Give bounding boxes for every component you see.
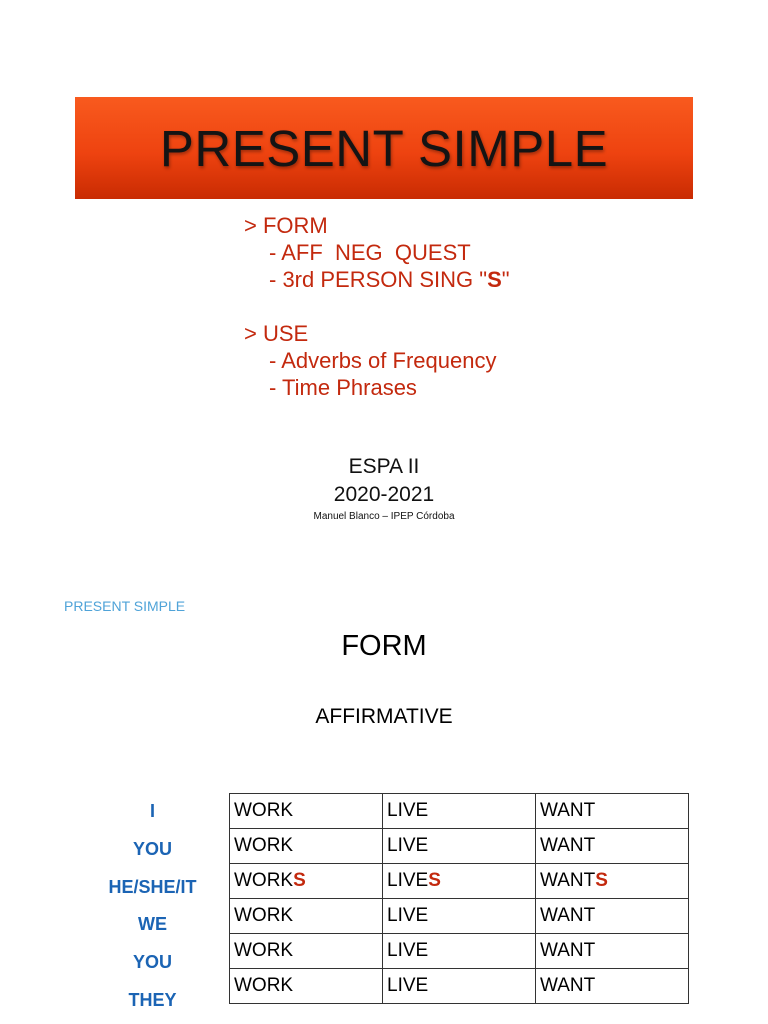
verb-cell bbox=[383, 934, 536, 969]
verb-cell bbox=[383, 899, 536, 934]
verb-base: WORK bbox=[234, 870, 294, 891]
verb-base: LIVE bbox=[387, 975, 429, 996]
verb-cell bbox=[536, 864, 689, 899]
table-row bbox=[230, 864, 689, 899]
verb-cell bbox=[383, 829, 536, 864]
verb-base: LIVE bbox=[387, 940, 429, 961]
use-item-time-phrases: - Time Phrases bbox=[269, 375, 417, 400]
verb-base: LIVE bbox=[387, 905, 429, 926]
pronoun-label: HE/SHE/IT bbox=[108, 876, 197, 897]
verb-base: WANT bbox=[540, 800, 596, 821]
verb-base: WORK bbox=[234, 835, 294, 856]
verb-ending: S bbox=[595, 870, 608, 891]
verb-cell bbox=[230, 829, 383, 864]
verb-cell bbox=[536, 969, 689, 1004]
verb-base: WANT bbox=[540, 940, 596, 961]
verb-base: WORK bbox=[234, 975, 294, 996]
verb-cell bbox=[536, 899, 689, 934]
verb-base: WANT bbox=[540, 975, 596, 996]
verb-cell bbox=[230, 864, 383, 899]
verb-base: WANT bbox=[540, 870, 596, 891]
verb-base: LIVE bbox=[387, 870, 429, 891]
verb-cell bbox=[383, 864, 536, 899]
verb-ending: S bbox=[428, 870, 441, 891]
verb-base: LIVE bbox=[387, 800, 429, 821]
pronoun-label: I bbox=[149, 801, 155, 822]
verb-base: WORK bbox=[234, 905, 294, 926]
use-heading: > USE bbox=[244, 321, 309, 346]
use-item-adverbs: - Adverbs of Frequency bbox=[269, 348, 497, 373]
topic-outline bbox=[244, 212, 510, 401]
pronoun-label: YOU bbox=[132, 952, 172, 973]
form-item-third-person-s: S bbox=[487, 267, 502, 292]
table-row bbox=[230, 969, 689, 1004]
verb-cell bbox=[230, 969, 383, 1004]
verb-cell bbox=[383, 969, 536, 1004]
pronoun-column bbox=[75, 793, 230, 1019]
conjugation-table bbox=[229, 793, 689, 1004]
form-item-third-person-prefix: - 3rd PERSON SING " bbox=[269, 267, 488, 292]
verb-base: WANT bbox=[540, 835, 596, 856]
pronoun-label: THEY bbox=[128, 989, 177, 1010]
outline-spacer bbox=[244, 293, 510, 320]
verb-base: WANT bbox=[540, 905, 596, 926]
form-heading: > FORM bbox=[244, 213, 328, 238]
table-row bbox=[230, 829, 689, 864]
form-item-aff-neg-quest: - AFF NEG QUEST bbox=[269, 240, 471, 265]
slide-header-label: PRESENT SIMPLE bbox=[64, 598, 186, 614]
verb-cell bbox=[536, 829, 689, 864]
verb-base: WORK bbox=[234, 800, 294, 821]
form-item-third-person-suffix: " bbox=[501, 267, 510, 292]
section-title: FORM bbox=[341, 630, 427, 662]
verb-cell bbox=[536, 934, 689, 969]
verb-cell bbox=[230, 934, 383, 969]
title-banner bbox=[75, 97, 693, 199]
pronoun-label: YOU bbox=[132, 839, 172, 860]
course-name: ESPA II bbox=[348, 455, 420, 478]
table-row bbox=[230, 899, 689, 934]
course-year: 2020-2021 bbox=[333, 483, 435, 506]
verb-base: WORK bbox=[234, 940, 294, 961]
page-title: PRESENT SIMPLE bbox=[159, 119, 609, 177]
pronoun-label: WE bbox=[138, 914, 167, 935]
verb-ending: S bbox=[293, 870, 306, 891]
verb-cell bbox=[383, 794, 536, 829]
sub-title: AFFIRMATIVE bbox=[315, 705, 453, 728]
form-item-third-person bbox=[244, 266, 510, 293]
verb-base: LIVE bbox=[387, 835, 429, 856]
verb-cell bbox=[230, 794, 383, 829]
verb-cell bbox=[536, 794, 689, 829]
verb-cell bbox=[230, 899, 383, 934]
author-credit: Manuel Blanco – IPEP Córdoba bbox=[313, 511, 455, 522]
table-row bbox=[230, 794, 689, 829]
table-row bbox=[230, 934, 689, 969]
